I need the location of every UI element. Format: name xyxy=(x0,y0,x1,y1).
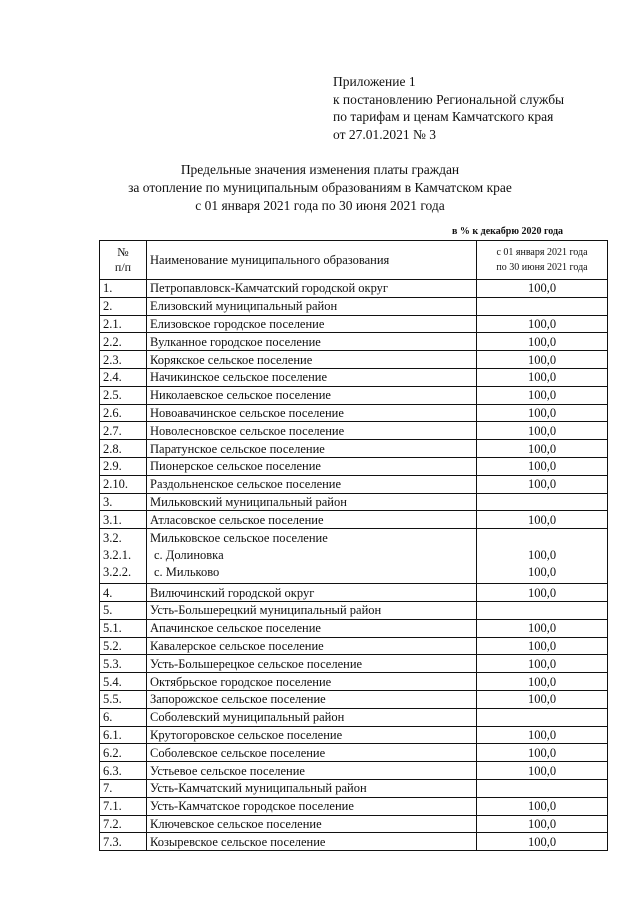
table-row xyxy=(100,422,608,440)
table-body-part2 xyxy=(100,584,608,851)
row-name: Мильковское сельское поселение xyxy=(150,531,328,546)
row-name: с. Долиновка xyxy=(154,547,224,562)
header-period-line2: по 30 июня 2021 года xyxy=(496,262,588,273)
row-num: 7.2. xyxy=(100,815,147,833)
table-row xyxy=(100,440,608,458)
row-name: Пионерское сельское поселение xyxy=(147,457,477,475)
row-value: 100,0 xyxy=(477,315,608,333)
row-value: 100,0 xyxy=(477,690,608,708)
row-name: Паратунское сельское поселение xyxy=(147,440,477,458)
header-num-line1: № xyxy=(117,245,129,259)
row-value: 100,0 xyxy=(477,511,608,529)
row-value: 100,0 xyxy=(527,564,557,579)
row-value: 100,0 xyxy=(477,673,608,691)
row-value: 100,0 xyxy=(477,637,608,655)
table-row xyxy=(100,726,608,744)
row-num: 3.2.1. xyxy=(103,547,132,562)
table-row xyxy=(100,351,608,369)
table-row xyxy=(100,833,608,851)
row-num: 5.5. xyxy=(100,690,147,708)
row-value: 100,0 xyxy=(477,762,608,780)
row-value: 100,0 xyxy=(477,422,608,440)
row-name: Ключевское сельское поселение xyxy=(147,815,477,833)
row-name: Соболевское сельское поселение xyxy=(147,744,477,762)
table-row xyxy=(100,457,608,475)
row-value: 100,0 xyxy=(477,584,608,602)
compound-num-cell xyxy=(100,529,147,584)
row-name: Кавалерское сельское поселение xyxy=(147,637,477,655)
row-value xyxy=(477,708,608,726)
row-num: 5. xyxy=(100,601,147,619)
table-row xyxy=(100,637,608,655)
table-row xyxy=(100,333,608,351)
row-name: Начикинское сельское поселение xyxy=(147,368,477,386)
appendix-line: от 27.01.2021 № 3 xyxy=(333,126,436,142)
row-name: Козыревское сельское поселение xyxy=(147,833,477,851)
row-num: 6.2. xyxy=(100,744,147,762)
table-row xyxy=(100,690,608,708)
table-row xyxy=(100,797,608,815)
row-name: Вилючинский городской округ xyxy=(147,584,477,602)
row-name: Елизовский муниципальный район xyxy=(147,297,477,315)
row-value xyxy=(477,779,608,797)
table-row xyxy=(100,386,608,404)
row-value xyxy=(477,601,608,619)
row-name: Новоавачинское сельское поселение xyxy=(147,404,477,422)
table-row xyxy=(100,619,608,637)
row-name: Елизовское городское поселение xyxy=(147,315,477,333)
row-name: Устьевое сельское поселение xyxy=(147,762,477,780)
row-num: 2.8. xyxy=(100,440,147,458)
row-num: 5.3. xyxy=(100,655,147,673)
row-num: 7. xyxy=(100,779,147,797)
row-num: 5.2. xyxy=(100,637,147,655)
row-num: 6.1. xyxy=(100,726,147,744)
unit-note: в % к декабрю 2020 года xyxy=(452,226,564,237)
table-row xyxy=(100,404,608,422)
row-value: 100,0 xyxy=(477,797,608,815)
appendix-line: к постановлению Региональной службы xyxy=(333,91,565,107)
row-value: 100,0 xyxy=(477,280,608,298)
table-row xyxy=(100,315,608,333)
table-row xyxy=(100,297,608,315)
document-title xyxy=(0,161,640,215)
table-row xyxy=(100,673,608,691)
row-value: 100,0 xyxy=(477,833,608,851)
row-value: 100,0 xyxy=(477,744,608,762)
header-num xyxy=(100,241,147,280)
table-row xyxy=(100,493,608,511)
row-value: 100,0 xyxy=(477,351,608,369)
title-line: за отопление по муниципальным образованиям в Камчатском крае xyxy=(128,180,512,195)
row-value: 100,0 xyxy=(477,404,608,422)
table-row xyxy=(100,744,608,762)
row-num: 2.10. xyxy=(100,475,147,493)
row-name: Крутогоровское сельское поселение xyxy=(147,726,477,744)
header-num-line2: п/п xyxy=(114,260,132,274)
tariff-table xyxy=(99,240,608,851)
row-num: 2.1. xyxy=(100,315,147,333)
table-row xyxy=(100,368,608,386)
table-row xyxy=(100,280,608,298)
row-value: 100,0 xyxy=(477,440,608,458)
row-num: 2.7. xyxy=(100,422,147,440)
row-num: 1. xyxy=(100,280,147,298)
row-name: с. Мильково xyxy=(154,564,220,579)
table-row-compound xyxy=(100,529,608,584)
table-row xyxy=(100,584,608,602)
row-name: Усть-Камчатский муниципальный район xyxy=(147,779,477,797)
table-row xyxy=(100,708,608,726)
row-num: 3. xyxy=(100,493,147,511)
header-period-line1: с 01 января 2021 года xyxy=(496,247,588,258)
row-value: 100,0 xyxy=(477,386,608,404)
row-num: 2.9. xyxy=(100,457,147,475)
row-num: 2. xyxy=(100,297,147,315)
table-row xyxy=(100,511,608,529)
row-value: 100,0 xyxy=(477,457,608,475)
row-num: 7.1. xyxy=(100,797,147,815)
row-num: 3.1. xyxy=(100,511,147,529)
row-name: Вулканное городское поселение xyxy=(147,333,477,351)
row-name: Запорожское сельское поселение xyxy=(147,690,477,708)
row-value: 100,0 xyxy=(477,655,608,673)
table-body-compound xyxy=(100,529,608,584)
row-name: Новолесновское сельское поселение xyxy=(147,422,477,440)
row-value: 100,0 xyxy=(477,815,608,833)
compound-value-cell xyxy=(477,529,608,584)
row-value: 100,0 xyxy=(477,726,608,744)
row-value: 100,0 xyxy=(527,547,557,562)
appendix-line: по тарифам и ценам Камчатского края xyxy=(333,109,554,124)
table-row xyxy=(100,779,608,797)
header-name: Наименование муниципального образования xyxy=(147,241,477,280)
row-num: 2.2. xyxy=(100,333,147,351)
row-num: 3.2.2. xyxy=(103,564,132,579)
row-num: 2.5. xyxy=(100,386,147,404)
row-name: Николаевское сельское поселение xyxy=(147,386,477,404)
row-name: Корякское сельское поселение xyxy=(147,351,477,369)
table-row xyxy=(100,815,608,833)
row-value xyxy=(477,493,608,511)
table-row xyxy=(100,475,608,493)
row-num: 6.3. xyxy=(100,762,147,780)
row-name: Раздольненское сельское поселение xyxy=(147,475,477,493)
row-num: 2.6. xyxy=(100,404,147,422)
row-name: Соболевский муниципальный район xyxy=(147,708,477,726)
table-row xyxy=(100,762,608,780)
row-num: 3.2. xyxy=(103,531,122,546)
row-value xyxy=(477,297,608,315)
table-body-part1 xyxy=(100,280,608,529)
header-period xyxy=(477,241,608,280)
row-num: 6. xyxy=(100,708,147,726)
row-num: 4. xyxy=(100,584,147,602)
row-name: Усть-Большерецкое сельское поселение xyxy=(147,655,477,673)
row-num: 5.4. xyxy=(100,673,147,691)
row-num: 2.3. xyxy=(100,351,147,369)
row-num: 5.1. xyxy=(100,619,147,637)
row-value: 100,0 xyxy=(477,368,608,386)
row-value: 100,0 xyxy=(477,475,608,493)
row-name: Атласовское сельское поселение xyxy=(147,511,477,529)
appendix-line: Приложение 1 xyxy=(333,74,416,89)
row-name: Усть-Большерецкий муниципальный район xyxy=(147,601,477,619)
table-header-row xyxy=(100,241,608,280)
row-name: Октябрьское городское поселение xyxy=(147,673,477,691)
row-name: Мильковский муниципальный район xyxy=(147,493,477,511)
row-num: 2.4. xyxy=(100,368,147,386)
row-num: 7.3. xyxy=(100,833,147,851)
appendix-header xyxy=(333,73,564,143)
title-line: с 01 января 2021 года по 30 июня 2021 года xyxy=(195,198,445,213)
row-name: Апачинское сельское поселение xyxy=(147,619,477,637)
row-value: 100,0 xyxy=(477,333,608,351)
table-row xyxy=(100,601,608,619)
title-line: Предельные значения изменения платы граждан xyxy=(180,162,460,177)
table-row xyxy=(100,655,608,673)
compound-name-cell xyxy=(147,529,477,584)
row-value xyxy=(480,530,604,547)
row-name: Усть-Камчатское городское поселение xyxy=(147,797,477,815)
row-name: Петропавловск-Камчатский городской округ xyxy=(147,280,477,298)
row-value: 100,0 xyxy=(477,619,608,637)
